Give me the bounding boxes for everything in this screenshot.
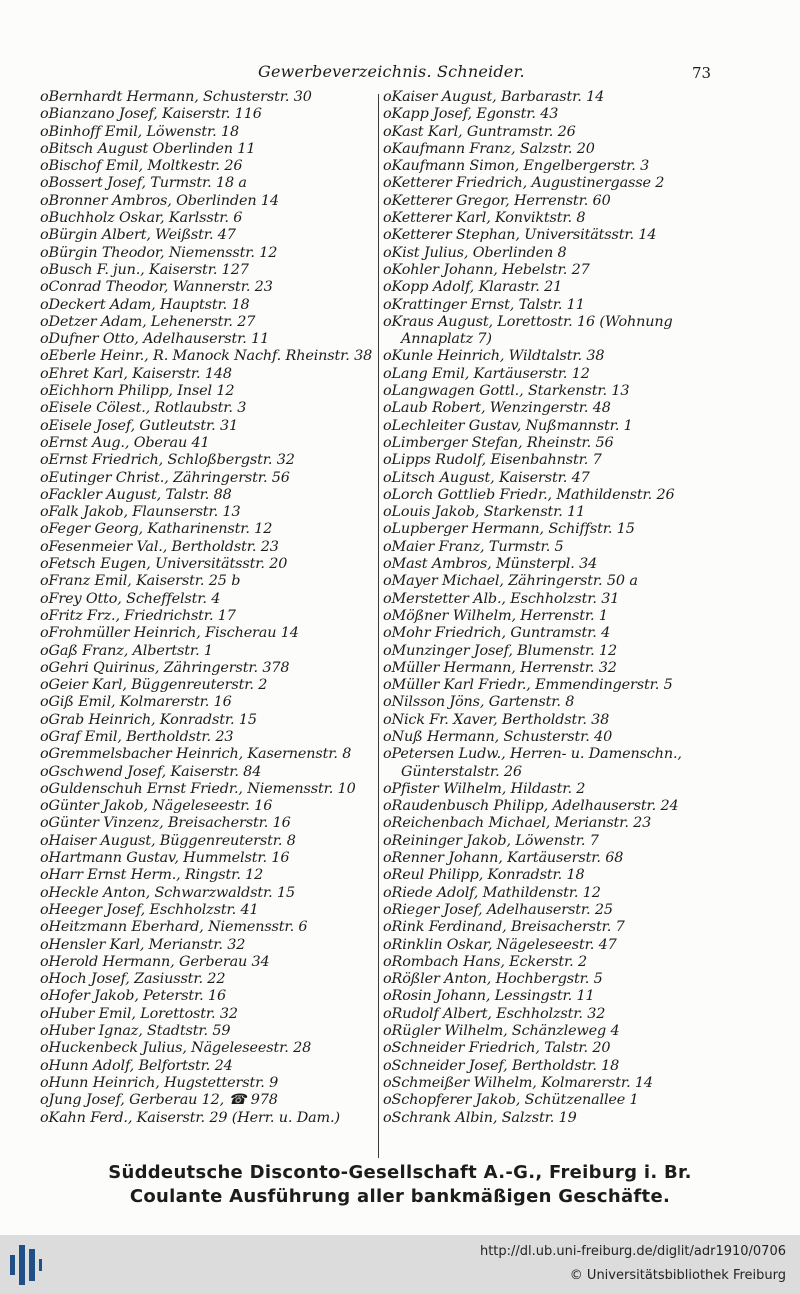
directory-entry: oGremmelsbacher Heinrich, Kasernenstr. 8 <box>40 746 352 763</box>
directory-entry: oRombach Hans, Eckerstr. 2 <box>383 953 587 970</box>
directory-entry: oRößler Anton, Hochbergstr. 5 <box>383 971 603 988</box>
directory-entry: oLouis Jakob, Starkenstr. 11 <box>383 504 586 521</box>
directory-entry: oMayer Michael, Zähringerstr. 50 a <box>383 573 638 590</box>
directory-entry: oGeier Karl, Büggenreuterstr. 2 <box>40 677 268 694</box>
directory-entry: oBürgin Theodor, Niemensstr. 12 <box>40 244 278 261</box>
directory-entry: oFetsch Eugen, Universitätsstr. 20 <box>40 556 288 573</box>
directory-entry: oEhret Karl, Kaiserstr. 148 <box>40 365 232 382</box>
directory-entry: oRosin Johann, Lessingstr. 11 <box>383 988 595 1005</box>
directory-entry: oJung Josef, Gerberau 12, ☎ 978 <box>40 1092 278 1109</box>
directory-entry: oEisele Josef, Gutleutstr. 31 <box>40 417 238 434</box>
directory-entry: oFesenmeier Val., Bertholdstr. 23 <box>40 538 279 555</box>
directory-entry: oHuckenbeck Julius, Nägeleseestr. 28 <box>40 1040 312 1057</box>
directory-entry: oHuber Ignaz, Stadtstr. 59 <box>40 1023 231 1040</box>
directory-entry: oKapp Josef, Egonstr. 43 <box>383 106 559 123</box>
directory-entry: oKunle Heinrich, Wildtalstr. 38 <box>383 348 605 365</box>
directory-entry: oGraf Emil, Bertholdstr. 23 <box>40 728 234 745</box>
directory-entry: oKraus August, Lorettostr. 16 (Wohnung <box>383 313 673 330</box>
directory-entry: oBitsch August Oberlinden 11 <box>40 140 256 157</box>
directory-entry: oHuber Emil, Lorettostr. 32 <box>40 1005 238 1022</box>
directory-entry: oReininger Jakob, Löwenstr. 7 <box>383 832 599 849</box>
permalink-url[interactable]: http://dl.ub.uni-freiburg.de/diglit/adr1910/0706 <box>479 1244 786 1259</box>
directory-entry: oHensler Karl, Merianstr. 32 <box>40 936 246 953</box>
directory-entry: oGiß Emil, Kolmarerstr. 16 <box>40 694 232 711</box>
directory-entry: oBronner Ambros, Oberlinden 14 <box>40 192 279 209</box>
directory-entry: oFrohmüller Heinrich, Fischerau 14 <box>40 625 299 642</box>
directory-entry: oMast Ambros, Münsterpl. 34 <box>383 556 598 573</box>
directory-entry: oRudolf Albert, Eschholzstr. 32 <box>383 1005 606 1022</box>
column-divider <box>378 94 379 1158</box>
directory-entry: oLitsch August, Kaiserstr. 47 <box>383 469 590 486</box>
page-title: Gewerbeverzeichnis. Schneider. <box>258 62 525 81</box>
directory-entry: oHeckle Anton, Schwarzwaldstr. 15 <box>40 884 295 901</box>
page-header <box>0 62 800 84</box>
directory-entry: oBischof Emil, Moltkestr. 26 <box>40 158 243 175</box>
directory-entry: oSchrank Albin, Salzstr. 19 <box>383 1109 577 1126</box>
directory-entry: oErnst Aug., Oberau 41 <box>40 434 210 451</box>
directory-entry: oHaiser August, Büggenreuterstr. 8 <box>40 832 296 849</box>
directory-entry: oKaufmann Simon, Engelbergerstr. 3 <box>383 158 650 175</box>
directory-entry: oLimberger Stefan, Rheinstr. 56 <box>383 434 614 451</box>
advertisement-line-2: Coulante Ausführung aller bankmäßigen Geschäfte. <box>129 1186 671 1207</box>
directory-entry: oFackler August, Talstr. 88 <box>40 486 232 503</box>
advertisement-line-1: Süddeutsche Disconto-Gesellschaft A.-G., Freiburg i. Br. <box>108 1162 692 1183</box>
directory-entry: oLangwagen Gottl., Starkenstr. 13 <box>383 383 630 400</box>
directory-entry: oKist Julius, Oberlinden 8 <box>383 244 567 261</box>
directory-entry: oKetterer Stephan, Universitätsstr. 14 <box>383 227 657 244</box>
directory-entry: oNilsson Jöns, Gartenstr. 8 <box>383 694 575 711</box>
directory-entry: oSchmeißer Wilhelm, Kolmarerstr. 14 <box>383 1074 653 1091</box>
directory-entry: oFrey Otto, Scheffelstr. 4 <box>40 590 221 607</box>
library-logo-icon <box>10 1243 42 1287</box>
directory-entry-continuation: Günterstalstr. 26 <box>401 763 522 780</box>
directory-entry: oLaub Robert, Wenzingerstr. 48 <box>383 400 611 417</box>
directory-entry: oGehri Quirinus, Zähringerstr. 378 <box>40 659 290 676</box>
directory-entry: oKaufmann Franz, Salzstr. 20 <box>383 140 595 157</box>
directory-entry: oFranz Emil, Kaiserstr. 25 b <box>40 573 241 590</box>
directory-entry: oDufner Otto, Adelhauserstr. 11 <box>40 331 270 348</box>
directory-entry: oMüller Hermann, Herrenstr. 32 <box>383 659 617 676</box>
directory-entry: oLorch Gottlieb Friedr., Mathildenstr. 26 <box>383 486 675 503</box>
directory-entry-continuation: Annaplatz 7) <box>401 331 492 348</box>
directory-entry: oKetterer Friedrich, Augustinergasse 2 <box>383 175 665 192</box>
directory-entry: oHartmann Gustav, Hummelstr. 16 <box>40 850 290 867</box>
directory-entry: oReichenbach Michael, Merianstr. 23 <box>383 815 652 832</box>
directory-entry: oFalk Jakob, Flaunserstr. 13 <box>40 504 241 521</box>
directory-entry: oFeger Georg, Katharinenstr. 12 <box>40 521 273 538</box>
directory-entry: oEutinger Christ., Zähringerstr. 56 <box>40 469 290 486</box>
directory-entry: oConrad Theodor, Wannerstr. 23 <box>40 279 273 296</box>
viewer-footer <box>0 1235 800 1294</box>
directory-entry: oEichhorn Philipp, Insel 12 <box>40 383 235 400</box>
directory-entry: oErnst Friedrich, Schloßbergstr. 32 <box>40 452 295 469</box>
directory-entry: oMaier Franz, Turmstr. 5 <box>383 538 564 555</box>
directory-entry: oGünter Vinzenz, Breisacherstr. 16 <box>40 815 291 832</box>
directory-entry: oEisele Cölest., Rotlaubstr. 3 <box>40 400 247 417</box>
directory-entry: oRaudenbusch Philipp, Adelhauserstr. 24 <box>383 798 679 815</box>
directory-entry: oHeitzmann Eberhard, Niemensstr. 6 <box>40 919 308 936</box>
directory-entry: oMüller Karl Friedr., Emmendingerstr. 5 <box>383 677 673 694</box>
directory-entry: oLang Emil, Kartäuserstr. 12 <box>383 365 590 382</box>
directory-entry: oLupberger Hermann, Schiffstr. 15 <box>383 521 635 538</box>
directory-entry: oNuß Hermann, Schusterstr. 40 <box>383 728 613 745</box>
right-column <box>383 89 763 1127</box>
copyright-notice: © Universitätsbibliothek Freiburg <box>569 1268 786 1283</box>
directory-entry: oLechleiter Gustav, Nußmannstr. 1 <box>383 417 633 434</box>
directory-entry: oKrattinger Ernst, Talstr. 11 <box>383 296 585 313</box>
directory-entry: oRiede Adolf, Mathildenstr. 12 <box>383 884 601 901</box>
directory-entry: oPfister Wilhelm, Hildastr. 2 <box>383 780 586 797</box>
directory-entry: oGünter Jakob, Nägeleseestr. 16 <box>40 798 273 815</box>
directory-entry: oMohr Friedrich, Guntramstr. 4 <box>383 625 611 642</box>
directory-entry: oBürgin Albert, Weißstr. 47 <box>40 227 236 244</box>
directory-entry: oMerstetter Alb., Eschholzstr. 31 <box>383 590 620 607</box>
directory-entry: oGuldenschuh Ernst Friedr., Niemensstr. 10 <box>40 780 356 797</box>
directory-entry: oDetzer Adam, Lehenerstr. 27 <box>40 313 256 330</box>
directory-entry: oHarr Ernst Herm., Ringstr. 12 <box>40 867 264 884</box>
directory-entry: oKetterer Gregor, Herrenstr. 60 <box>383 192 611 209</box>
directory-entry: oBuchholz Oskar, Karlsstr. 6 <box>40 210 243 227</box>
directory-entry: oKast Karl, Guntramstr. 26 <box>383 123 576 140</box>
directory-entry: oGaß Franz, Albertstr. 1 <box>40 642 213 659</box>
directory-entry: oBossert Josef, Turmstr. 18 a <box>40 175 247 192</box>
directory-entry: oGrab Heinrich, Konradstr. 15 <box>40 711 257 728</box>
directory-entry: oHunn Heinrich, Hugstetterstr. 9 <box>40 1074 279 1091</box>
directory-entry: oMunzinger Josef, Blumenstr. 12 <box>383 642 618 659</box>
directory-entry: oSchneider Friedrich, Talstr. 20 <box>383 1040 611 1057</box>
page-number: 73 <box>692 64 712 82</box>
directory-entry: oSchneider Josef, Bertholdstr. 18 <box>383 1057 620 1074</box>
directory-entry: oReul Philipp, Konradstr. 18 <box>383 867 585 884</box>
directory-entry: oRinklin Oskar, Nägeleseestr. 47 <box>383 936 617 953</box>
directory-entry: oBernhardt Hermann, Schusterstr. 30 <box>40 89 312 105</box>
directory-entry: oMößner Wilhelm, Herrenstr. 1 <box>383 607 608 624</box>
directory-entry: oRügler Wilhelm, Schänzleweg 4 <box>383 1023 620 1040</box>
left-column <box>40 89 378 1127</box>
directory-entry: oEberle Heinr., R. Manock Nachf. Rheinstr. 38 <box>40 348 373 365</box>
directory-entry: oGschwend Josef, Kaiserstr. 84 <box>40 763 262 780</box>
directory-entry: oDeckert Adam, Hauptstr. 18 <box>40 296 250 313</box>
directory-entry: oHeeger Josef, Eschholzstr. 41 <box>40 901 259 918</box>
directory-entry: oBusch F. jun., Kaiserstr. 127 <box>40 261 249 278</box>
directory-entry: oHerold Hermann, Gerberau 34 <box>40 953 270 970</box>
directory-entry: oBinhoff Emil, Löwenstr. 18 <box>40 123 239 140</box>
directory-entry: oRieger Josef, Adelhauserstr. 25 <box>383 901 613 918</box>
directory-entry: oRink Ferdinand, Breisacherstr. 7 <box>383 919 625 936</box>
directory-entry: oPetersen Ludw., Herren- u. Damenschn., <box>383 746 682 763</box>
directory-entry: oSchopferer Jakob, Schützenallee 1 <box>383 1092 639 1109</box>
directory-entry: oFritz Frz., Friedrichstr. 17 <box>40 607 236 624</box>
directory-entry: oHofer Jakob, Peterstr. 16 <box>40 988 227 1005</box>
directory-entry: oRenner Johann, Kartäuserstr. 68 <box>383 850 624 867</box>
directory-entry: oKahn Ferd., Kaiserstr. 29 (Herr. u. Dam.) <box>40 1109 340 1126</box>
directory-entry: oLipps Rudolf, Eisenbahnstr. 7 <box>383 452 602 469</box>
directory-entry: oHunn Adolf, Belfortstr. 24 <box>40 1057 233 1074</box>
directory-entry: oKopp Adolf, Klarastr. 21 <box>383 279 563 296</box>
directory-entry: oKaiser August, Barbarastr. 14 <box>383 89 605 105</box>
directory-entry: oHoch Josef, Zasiusstr. 22 <box>40 971 226 988</box>
directory-entry: oKohler Johann, Hebelstr. 27 <box>383 261 590 278</box>
directory-entry: oNick Fr. Xaver, Bertholdstr. 38 <box>383 711 610 728</box>
directory-entry: oBianzano Josef, Kaiserstr. 116 <box>40 106 262 123</box>
directory-entry: oKetterer Karl, Konviktstr. 8 <box>383 210 586 227</box>
